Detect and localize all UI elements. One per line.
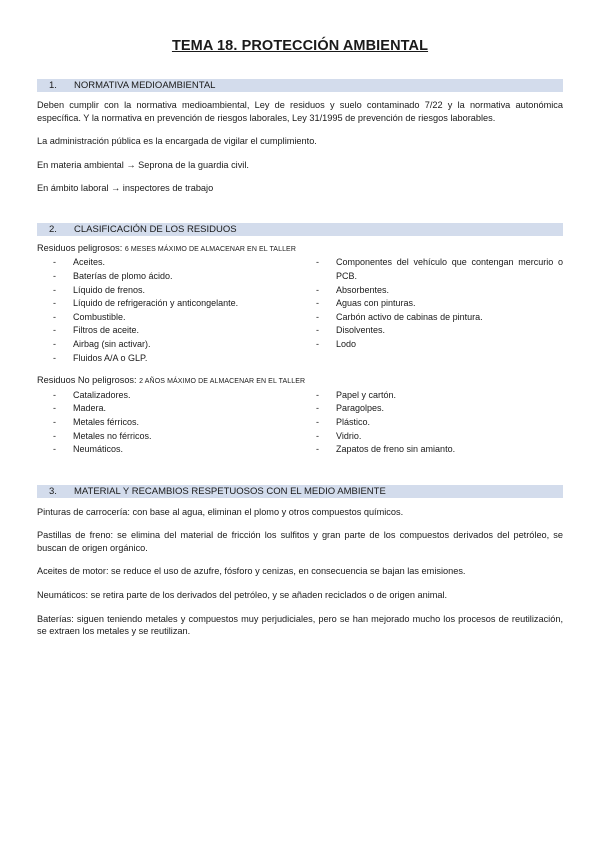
section-title: MATERIAL Y RECAMBIOS RESPETUOSOS CON EL MEDIO AMBIENTE: [74, 485, 386, 497]
list-dash: -: [316, 311, 319, 322]
list-item: [37, 338, 300, 352]
list-item-text: Catalizadores.: [73, 389, 131, 400]
section-header-normativa: [37, 79, 563, 92]
section-number: 3.: [49, 485, 57, 497]
list-dash: -: [316, 339, 319, 350]
section-number: 1.: [49, 80, 57, 91]
section-header-material: [37, 485, 563, 498]
paragraph: En ámbito laboral → inspectores de trabajo: [37, 183, 214, 194]
dash-list: [300, 389, 563, 457]
list-item: [300, 311, 563, 325]
list-dash: -: [316, 416, 319, 427]
list-item: [300, 256, 563, 283]
list-dash: -: [53, 311, 56, 322]
list-item-text: Aceites.: [73, 257, 106, 268]
non-hazardous-waste-right-column: [300, 389, 563, 457]
list-item: [37, 352, 300, 366]
list-dash: -: [53, 352, 56, 363]
list-dash: -: [316, 430, 319, 441]
hazardous-waste-right-column: [300, 256, 563, 365]
dash-list: [37, 256, 300, 365]
list-item-text: Fluidos A/A o GLP.: [73, 352, 148, 363]
list-item-text: Airbag (sin activar).: [73, 339, 151, 350]
list-item-text: Metales no férricos.: [73, 430, 152, 441]
list-item-text: Aguas con pinturas.: [336, 298, 416, 309]
list-item-text: Componentes del vehículo que contengan mercurio o PCB.: [336, 257, 563, 282]
list-dash: -: [316, 403, 319, 414]
list-item: [37, 284, 300, 298]
list-item: [300, 324, 563, 338]
list-item: [37, 389, 300, 403]
list-item-text: Zapatos de freno sin amianto.: [336, 444, 456, 455]
non-hazardous-waste-left-column: [37, 389, 300, 457]
list-item: [37, 324, 300, 338]
list-item: [300, 443, 563, 457]
paragraph: La administración pública es la encargada de vigilar el cumplimiento.: [37, 136, 317, 147]
page-title: TEMA 18. PROTECCIÓN AMBIENTAL: [171, 38, 429, 54]
list-item: [37, 297, 300, 311]
list-item-text: Absorbentes.: [336, 284, 390, 295]
list-item-text: Madera.: [73, 403, 107, 414]
list-dash: -: [53, 430, 56, 441]
list-item: [300, 338, 563, 352]
list-dash: -: [316, 298, 319, 309]
paragraph: Deben cumplir con la normativa medioambiental, Ley de residuos y suelo contaminado 7/22 y la normativa autonómica específica. Y la normativa en prevención de riesgos laborales, Ley 31/1995 de prevención de riesgos laborables.: [37, 100, 563, 123]
list-dash: -: [316, 325, 319, 336]
paragraph: Pinturas de carrocería: con base al agua, eliminan el plomo y otros compuestos químicos.: [37, 506, 404, 517]
list-item: [300, 389, 563, 403]
list-dash: -: [316, 257, 319, 268]
list-dash: -: [53, 444, 56, 455]
list-item: [37, 256, 300, 270]
list-item-text: Vidrio.: [336, 430, 362, 441]
list-item-text: Líquido de refrigeración y anticongelante.: [73, 298, 239, 309]
list-item: [37, 430, 300, 444]
non-hazardous-waste-label: Residuos No peligrosos:: [37, 375, 140, 386]
list-item: [300, 297, 563, 311]
list-item-text: Neumáticos.: [73, 444, 124, 455]
paragraph: Pastillas de freno: se elimina del material de fricción los sulfitos y gran parte de los compuestos derivados del petróleo, se buscan de origen orgánico.: [37, 530, 563, 553]
list-dash: -: [53, 416, 56, 427]
section-title: CLASIFICACIÓN DE LOS RESIDUOS: [74, 223, 237, 235]
paragraph: Baterías: siguen teniendo metales y compuestos muy perjudiciales, pero se han mejorado mucho los procesos de reutilización, se extraen los metales y se reutilizan.: [37, 613, 563, 637]
paragraph: Neumáticos: se retira parte de los derivados del petróleo, y se añaden reciclados o de origen animal.: [37, 590, 448, 601]
list-item: [37, 416, 300, 430]
list-item-text: Papel y cartón.: [336, 389, 397, 400]
list-item: [37, 311, 300, 325]
list-item-text: Plástico.: [336, 416, 371, 427]
list-item-text: Carbón activo de cabinas de pintura.: [336, 311, 483, 322]
list-item: [300, 416, 563, 430]
list-item-text: Filtros de aceite.: [73, 325, 140, 336]
hazardous-waste-heading: [37, 242, 563, 257]
list-dash: -: [316, 444, 319, 455]
list-dash: -: [53, 271, 56, 282]
list-dash: -: [316, 389, 319, 400]
list-dash: -: [53, 325, 56, 336]
paragraph: Aceites de motor: se reduce el uso de azufre, fósforo y cenizas, en consecuencia se bajan las emisiones.: [37, 566, 466, 577]
list-item: [37, 443, 300, 457]
section-header-clasificacion: [37, 223, 563, 236]
list-item: [300, 430, 563, 444]
dash-list: [300, 256, 563, 351]
list-item-text: Líquido de frenos.: [73, 284, 146, 295]
list-item: [300, 402, 563, 416]
hazardous-waste-list: [37, 256, 563, 365]
section-title: NORMATIVA MEDIOAMBIENTAL: [74, 80, 216, 91]
non-hazardous-waste-list: [37, 389, 563, 457]
dash-list: [37, 389, 300, 457]
list-item: [37, 270, 300, 284]
hazardous-waste-left-column: [37, 256, 300, 365]
list-dash: -: [53, 339, 56, 350]
storage-limit-note: 2 AÑOS MÁXIMO DE ALMACENAR EN EL TALLER: [139, 378, 306, 386]
list-item-text: Disolventes.: [336, 325, 386, 336]
list-dash: -: [53, 284, 56, 295]
list-item-text: Metales férricos.: [73, 416, 140, 427]
paragraph: En materia ambiental → Seprona de la guardia civil.: [37, 159, 249, 170]
non-hazardous-waste-heading: [37, 374, 563, 389]
list-dash: -: [53, 403, 56, 414]
list-item-text: Lodo: [336, 339, 357, 350]
list-item-text: Paragolpes.: [336, 403, 385, 414]
hazardous-waste-label: Residuos peligrosos:: [37, 242, 125, 253]
list-item: [300, 284, 563, 298]
list-dash: -: [53, 298, 56, 309]
list-item: [37, 402, 300, 416]
list-item-text: Combustible.: [73, 311, 126, 322]
section-number: 2.: [49, 223, 57, 235]
list-dash: -: [316, 284, 319, 295]
list-dash: -: [53, 389, 56, 400]
storage-limit-note: 6 MESES MÁXIMO DE ALMACENAR EN EL TALLER: [124, 245, 296, 253]
list-dash: -: [53, 257, 56, 268]
list-item-text: Baterías de plomo ácido.: [73, 271, 173, 282]
